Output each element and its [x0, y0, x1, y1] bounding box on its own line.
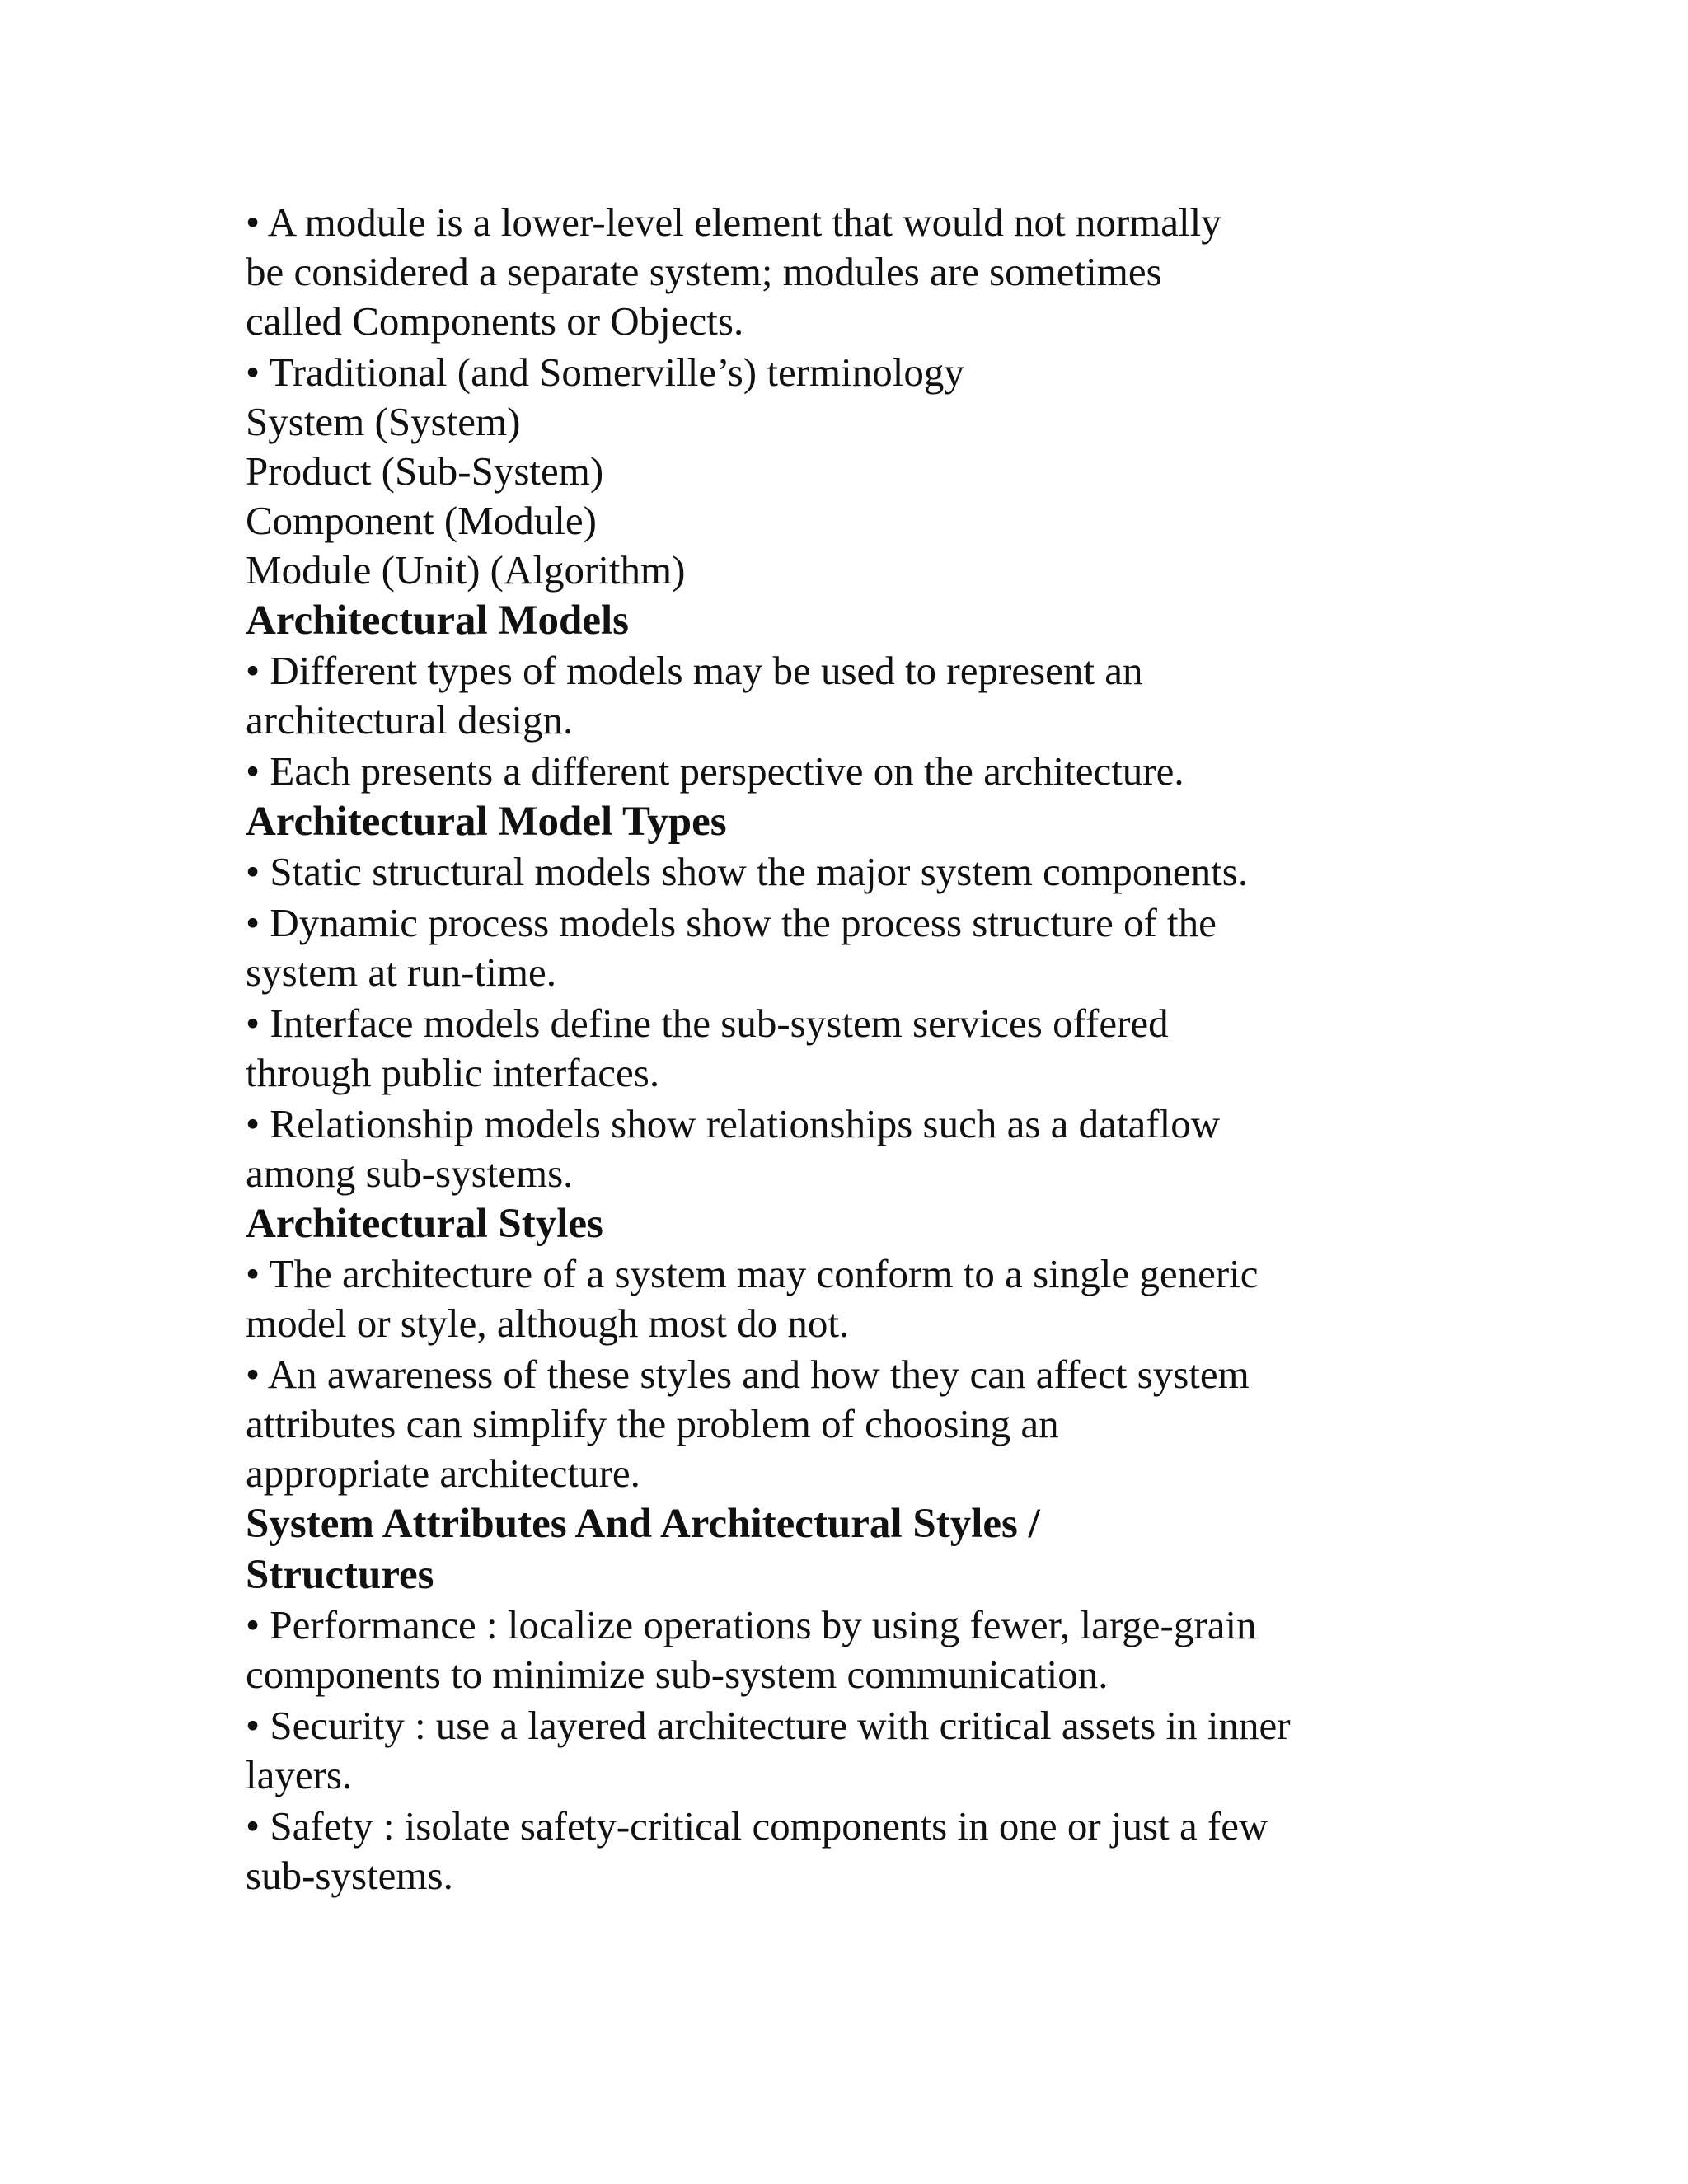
text-line: • Traditional (and Somerville’s) terminology: [246, 349, 964, 395]
text-line: layers.: [246, 1752, 353, 1797]
text-line: sub-systems.: [246, 1853, 453, 1898]
text-line: system at run-time.: [246, 949, 556, 995]
text-line: • Relationship models show relationships such as a dataflow: [246, 1101, 1221, 1146]
text-line: components to minimize sub-system communication.: [246, 1652, 1109, 1697]
text-line: attributes can simplify the problem of choosing an: [246, 1401, 1059, 1446]
text-line: • An awareness of these styles and how they can affect system: [246, 1352, 1250, 1397]
text-line: • Different types of models may be used to represent an: [246, 648, 1143, 693]
text-line: • Static structural models show the major system components.: [246, 849, 1249, 894]
text-line: Product (Sub-System): [246, 448, 604, 494]
text-line: be considered a separate system; modules are sometimes: [246, 249, 1162, 294]
text-line: • The architecture of a system may conform to a single generic: [246, 1251, 1259, 1296]
text-line: • Each presents a different perspective on the architecture.: [246, 748, 1184, 794]
section-heading: Structures: [246, 1552, 434, 1598]
text-line: • Dynamic process models show the process structure of the: [246, 900, 1217, 945]
text-line: System (System): [246, 399, 521, 444]
text-line: called Components or Objects.: [246, 298, 744, 344]
text-line: Module (Unit) (Algorithm): [246, 547, 686, 593]
text-line: • Interface models define the sub-system services offered: [246, 1001, 1169, 1046]
text-line: through public interfaces.: [246, 1050, 660, 1095]
text-line: Component (Module): [246, 498, 597, 543]
text-line: • Safety : isolate safety-critical components in one or just a few: [246, 1803, 1268, 1849]
text-line: • Security : use a layered architecture with critical assets in inner: [246, 1703, 1291, 1748]
text-line: architectural design.: [246, 697, 574, 743]
text-line: • Performance : localize operations by using fewer, large-grain: [246, 1602, 1257, 1647]
section-heading: Architectural Styles: [246, 1201, 603, 1247]
section-heading: System Attributes And Architectural Styles /: [246, 1501, 1040, 1547]
text-line: among sub-systems.: [246, 1151, 574, 1196]
section-heading: Architectural Model Types: [246, 799, 727, 845]
text-line: • A module is a lower-level element that would not normally: [246, 199, 1221, 245]
text-line: model or style, although most do not.: [246, 1301, 850, 1346]
document-body: [246, 198, 1432, 1900]
text-line: appropriate architecture.: [246, 1451, 640, 1496]
section-heading: Architectural Models: [246, 598, 630, 644]
